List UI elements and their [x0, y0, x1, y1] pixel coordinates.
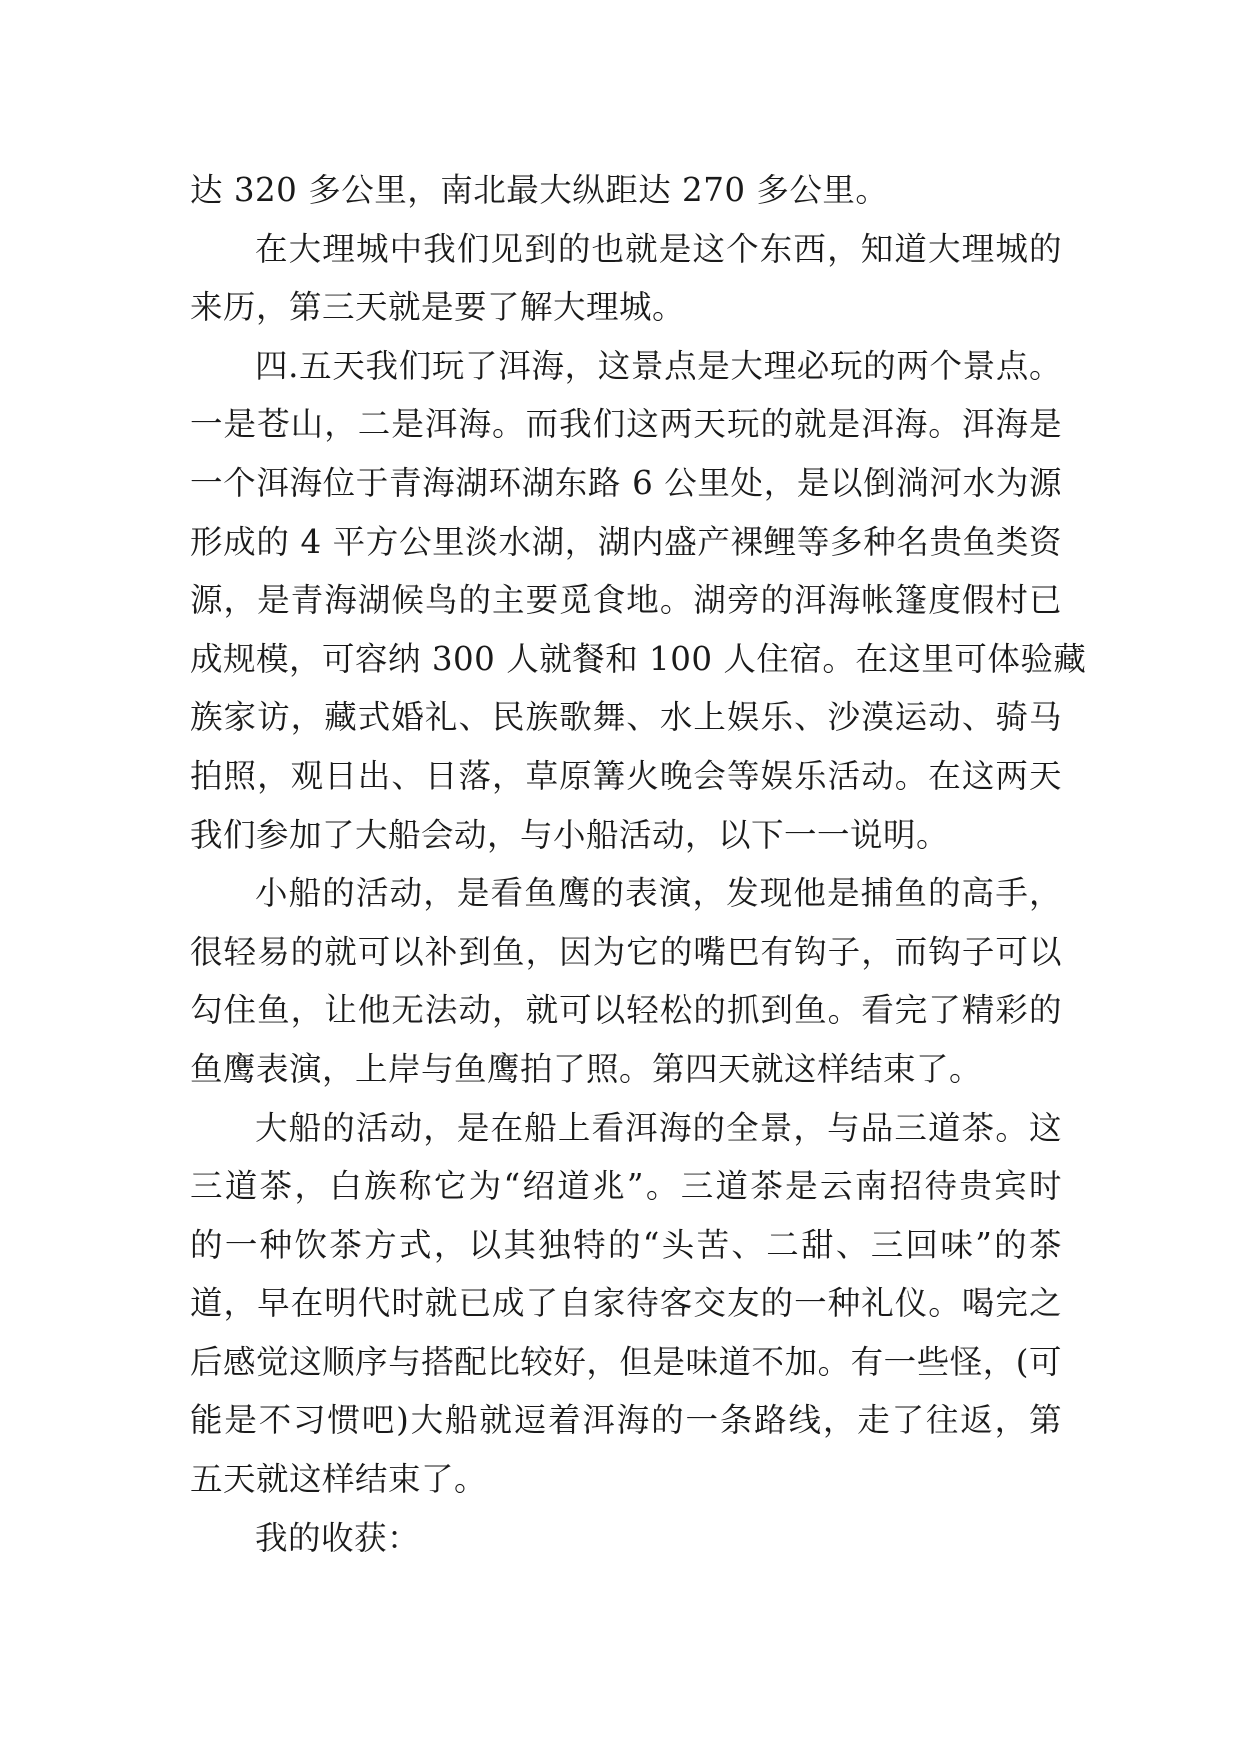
text-line: 大船的活动，是在船上看洱海的全景，与品三道茶。这 — [255, 1108, 1062, 1147]
paragraph-my-gains — [190, 1509, 1062, 1568]
paragraph-continuation — [190, 161, 1062, 220]
text-line: 三道茶，白族称它为“绍道兆”。三道茶是云南招待贵宾时 — [190, 1167, 1062, 1206]
text-line: 能是不习惯吧)大船就逗着洱海的一条路线，走了往返，第 — [190, 1401, 1062, 1440]
paragraph-erhai — [190, 337, 1087, 864]
text-line: 拍照，观日出、日落，草原篝火晚会等娱乐活动。在这两天 — [190, 756, 1062, 795]
paragraph-big-boat — [190, 1099, 1062, 1509]
text-line: 五天就这样结束了。 — [190, 1460, 488, 1499]
text-line: 后感觉这顺序与搭配比较好，但是味道不加。有一些怪，(可 — [190, 1342, 1062, 1381]
text-line: 在大理城中我们见到的也就是这个东西，知道大理城的 — [255, 229, 1062, 268]
text-line: 族家访，藏式婚礼、民族歌舞、水上娱乐、沙漠运动、骑马 — [190, 698, 1062, 737]
text-line: 很轻易的就可以补到鱼，因为它的嘴巴有钩子，而钩子可以 — [190, 932, 1062, 971]
text-line: 来历，第三天就是要了解大理城。 — [190, 288, 686, 327]
text-line: 达 320 多公里，南北最大纵距达 270 多公里。 — [190, 171, 889, 209]
text-line: 四.五天我们玩了洱海，这景点是大理必玩的两个景点。 — [255, 346, 1062, 385]
text-line: 鱼鹰表演，上岸与鱼鹰拍了照。第四天就这样结束了。 — [190, 1049, 983, 1088]
document-body — [190, 161, 1087, 1567]
text-line: 勾住鱼，让他无法动，就可以轻松的抓到鱼。看完了精彩的 — [190, 991, 1062, 1030]
paragraph-small-boat — [190, 864, 1062, 1098]
text-line: 的一种饮茶方式，以其独特的“头苦、二甜、三回味”的茶 — [190, 1225, 1062, 1264]
paragraph-dali-city — [190, 220, 1062, 337]
text-line: 我们参加了大船会动，与小船活动，以下一一说明。 — [190, 815, 950, 854]
text-line: 一个洱海位于青海湖环湖东路 6 公里处，是以倒淌河水为源 — [190, 463, 1062, 502]
text-line: 道，早在明代时就已成了自家待客交友的一种礼仪。喝完之 — [190, 1284, 1062, 1323]
text-line: 成规模，可容纳 300 人就餐和 100 人住宿。在这里可体验藏 — [190, 639, 1087, 678]
text-line: 小船的活动，是看鱼鹰的表演，发现他是捕鱼的高手， — [255, 874, 1062, 913]
text-line: 源，是青海湖候鸟的主要觅食地。湖旁的洱海帐篷度假村已 — [190, 581, 1062, 620]
text-line: 形成的 4 平方公里淡水湖，湖内盛产裸鲤等多种名贵鱼类资 — [190, 522, 1062, 561]
text-line: 一是苍山，二是洱海。而我们这两天玩的就是洱海。洱海是 — [190, 405, 1062, 444]
text-line: 我的收获： — [255, 1518, 421, 1557]
